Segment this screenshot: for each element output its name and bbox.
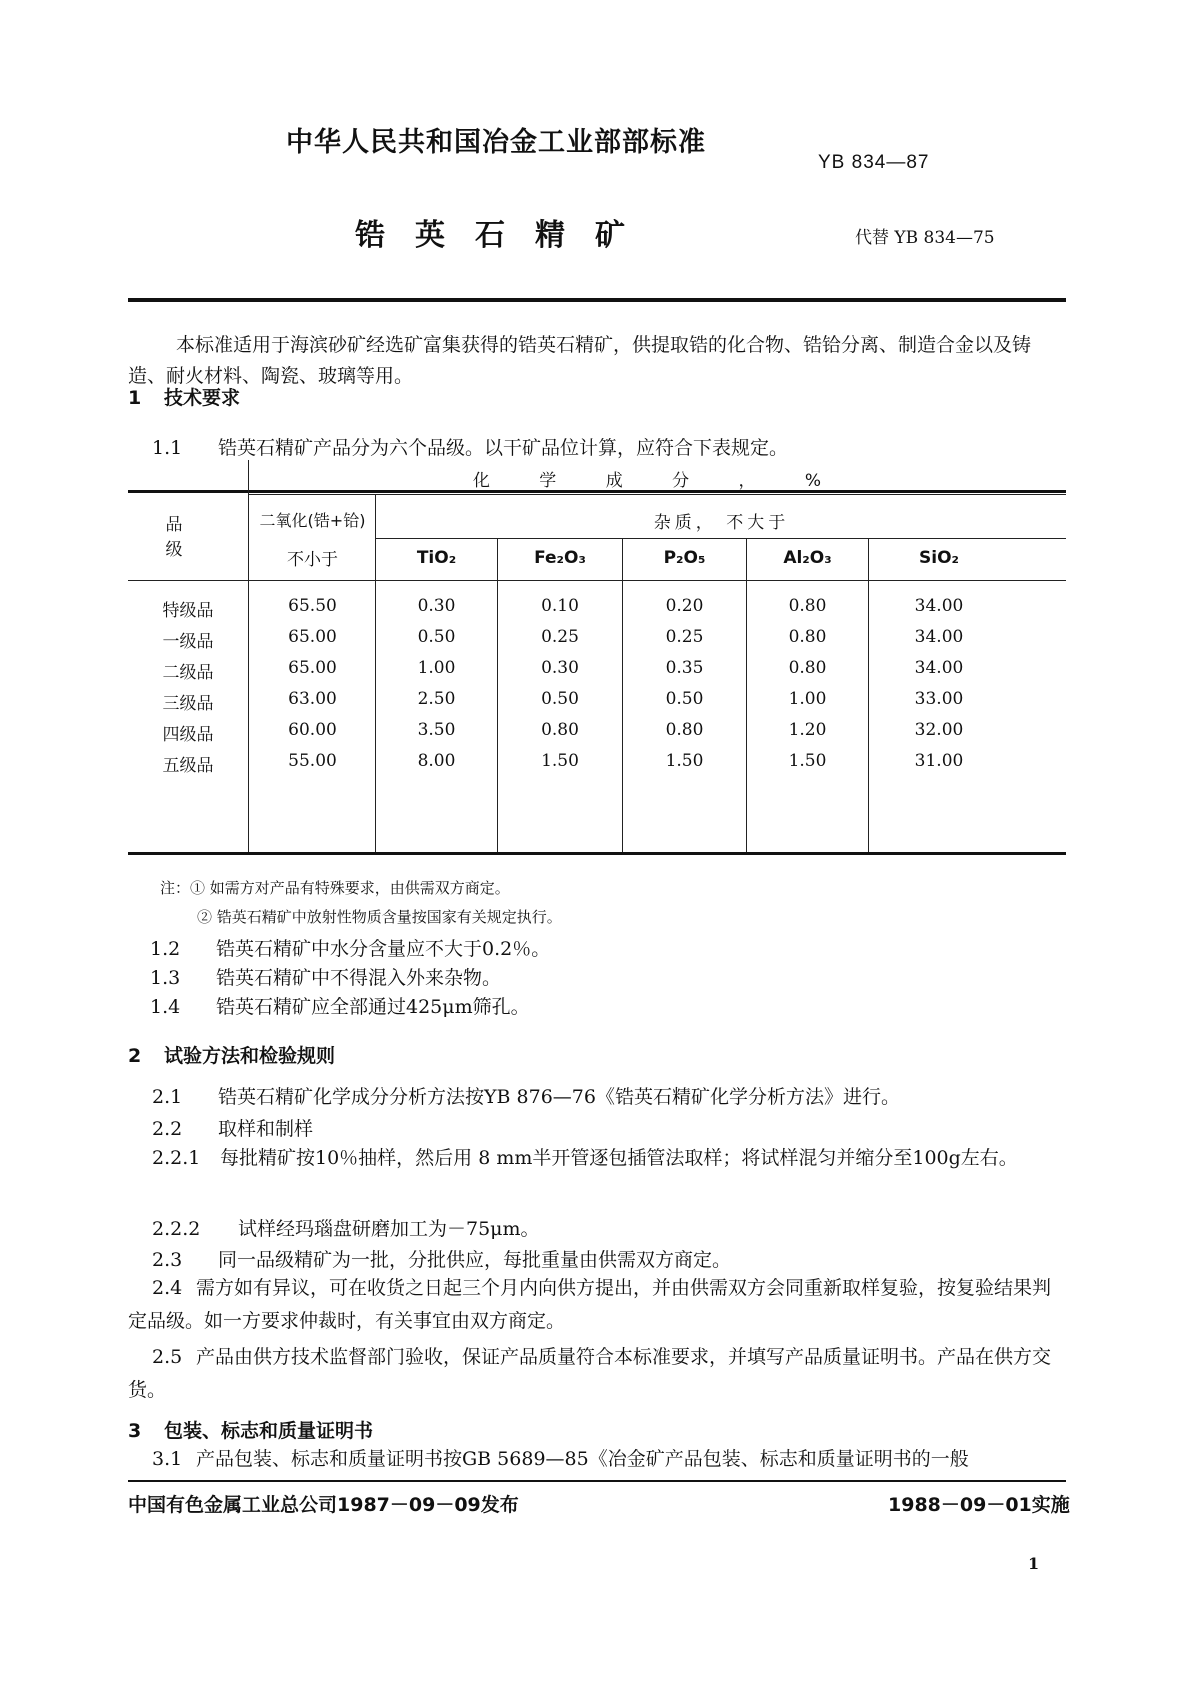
- al2o3-cell: 0.80: [788, 627, 827, 647]
- issue-date: 中国有色金属工业总公司1987－09－09发布: [128, 1494, 519, 1516]
- zr-cell: 63.00: [288, 689, 337, 709]
- zr-cell: 65.50: [288, 596, 337, 616]
- tio2-cell: 2.50: [417, 689, 456, 709]
- clause-text: 取样和制样: [218, 1118, 314, 1140]
- clause-text: 锆英石精矿中不得混入外来杂物。: [216, 967, 502, 989]
- table-bottom-rule: [128, 852, 1066, 855]
- tio2-cell: 8.00: [417, 751, 456, 771]
- clause-number: 1.3: [150, 967, 181, 989]
- sio2-cell: 34.00: [914, 658, 964, 678]
- intro-paragraph: 本标准适用于海滨砂矿经选矿富集获得的锆英石精矿，供提取锆的化合物、锆铪分离、制造合金以及铸造、耐火材料、陶瓷、玻璃等用。: [128, 334, 1032, 387]
- clause-2-2-1: [128, 1142, 1066, 1175]
- p2o5-cell: 0.20: [665, 596, 704, 616]
- clause-text: 产品由供方技术监督部门验收，保证产品质量符合本标准要求，并填写产品质量证明书。产品在供方交货。: [128, 1346, 1052, 1401]
- fe2o3-cell: 0.30: [541, 658, 579, 678]
- fe2o3-cell: 0.80: [541, 720, 579, 740]
- table-note-2: ② 锆英石精矿中放射性物质含量按国家有关规定执行。: [197, 908, 562, 926]
- al2o3-cell: 1.50: [788, 751, 827, 771]
- p2o5-cell: 0.50: [665, 689, 704, 709]
- grade-cell: 三级品: [162, 694, 214, 714]
- al2o3-cell: 0.80: [788, 658, 827, 678]
- zr-cell: 60.00: [288, 720, 337, 740]
- zr-cell: 55.00: [288, 751, 337, 771]
- clause-1-2: [150, 934, 550, 961]
- clause-number: 1.2: [150, 938, 181, 960]
- sio2-cell: 32.00: [914, 720, 964, 740]
- clause-number: 2.3: [152, 1249, 183, 1271]
- fe2o3-cell: 0.10: [541, 596, 579, 616]
- section-1-heading: [128, 383, 240, 410]
- fe2o3-cell: 1.50: [541, 751, 579, 771]
- sio2-cell: 34.00: [914, 627, 964, 647]
- section-3-heading: [128, 1416, 373, 1443]
- org-title: 中华人民共和国冶金工业部部标准: [286, 127, 706, 158]
- tio2-cell: 3.50: [417, 720, 456, 740]
- page-number: 1: [1028, 1554, 1040, 1573]
- clause-number: 2.5: [152, 1346, 183, 1368]
- p2o5-cell: 0.80: [665, 720, 704, 740]
- al2o3-cell: 0.80: [788, 596, 827, 616]
- clause-number: 3.1: [152, 1448, 183, 1470]
- fe2o3-cell: 0.25: [541, 627, 579, 647]
- tio2-cell: 0.50: [417, 627, 456, 647]
- col-header-p2o5: P₂O₅: [663, 548, 706, 568]
- clause-2-5: [128, 1341, 1066, 1407]
- sio2-cell: 34.00: [914, 596, 964, 616]
- clause-number: 2.4: [152, 1277, 183, 1299]
- clause-2-3: [152, 1245, 731, 1272]
- p2o5-cell: 1.50: [665, 751, 704, 771]
- effective-date: 1988－09－01实施: [888, 1494, 1070, 1516]
- fe2o3-cell: 0.50: [541, 689, 579, 709]
- al2o3-cell: 1.00: [788, 689, 827, 709]
- clause-text: 锆英石精矿应全部通过425μm筛孔。: [216, 996, 530, 1018]
- clause-1-4: [150, 992, 530, 1019]
- sio2-cell: 33.00: [914, 689, 964, 709]
- clause-number: 2.2.2: [152, 1218, 201, 1240]
- p2o5-cell: 0.25: [665, 627, 704, 647]
- section-2-heading: [128, 1041, 335, 1068]
- chem-composition-header: 化 学 成 分 ， %: [472, 471, 844, 491]
- zr-hf-header: 二氧化(锆+铪): [259, 511, 366, 530]
- clause-2-2-2: [152, 1214, 540, 1241]
- section-number: 3: [128, 1420, 142, 1442]
- clause-text: 需方如有异议，可在收货之日起三个月内向供方提出，并由供需双方会同重新取样复验，按复验结果判定品级。如一方要求仲裁时，有关事宜由双方商定。: [128, 1277, 1052, 1332]
- clause-2-2: [152, 1114, 313, 1141]
- clause-2-4: [128, 1272, 1066, 1338]
- clause-text: 锆英石精矿化学成分分析方法按YB 876—76《锆英石精矿化学分析方法》进行。: [218, 1086, 900, 1108]
- table-note-1: 注：① 如需方对产品有特殊要求，由供需双方商定。: [160, 879, 510, 897]
- grade-cell: 特级品: [162, 601, 214, 621]
- table-rule: [375, 538, 1066, 539]
- section-title: 试验方法和检验规则: [164, 1045, 336, 1067]
- clause-text: 同一品级精矿为一批，分批供应，每批重量由供需双方商定。: [218, 1249, 732, 1271]
- grade-cell: 五级品: [162, 756, 214, 776]
- col-header-sio2: SiO₂: [919, 548, 959, 568]
- clause-3-1: [152, 1444, 969, 1471]
- section-number: 1: [128, 387, 142, 409]
- clause-1-1: [152, 433, 788, 460]
- footer-divider: [128, 1480, 1066, 1482]
- zr-hf-min-label: 不小于: [287, 550, 338, 570]
- impurity-header: 杂质， 不大于: [653, 513, 790, 533]
- grade-header: 品 级: [165, 515, 211, 560]
- clause-text: 锆英石精矿产品分为六个品级。以干矿品位计算，应符合下表规定。: [218, 437, 789, 459]
- table-rule: [248, 460, 249, 852]
- clause-text: 每批精矿按10％抽样，然后用 8 mm半开管逐包插管法取样；将试样混匀并缩分至100g左右。: [220, 1147, 1018, 1169]
- header-divider: [128, 298, 1066, 302]
- clause-2-1: [152, 1082, 900, 1109]
- section-title: 技术要求: [164, 387, 241, 409]
- clause-text: 产品包装、标志和质量证明书按GB 5689—85《冶金矿产品包装、标志和质量证明书的一般: [196, 1448, 969, 1470]
- tio2-cell: 1.00: [417, 658, 456, 678]
- grade-cell: 四级品: [162, 725, 214, 745]
- table-rule: [248, 494, 1066, 495]
- clause-number: 2.2.1: [152, 1147, 201, 1169]
- col-header-al2o3: Al₂O₃: [783, 548, 832, 568]
- col-header-fe2o3: Fe₂O₃: [534, 548, 586, 568]
- clause-number: 2.2: [152, 1118, 183, 1140]
- zr-cell: 65.00: [288, 627, 337, 647]
- clause-number: 1.1: [152, 437, 183, 459]
- document-title: 锆英石精矿: [355, 218, 655, 253]
- clause-number: 2.1: [152, 1086, 183, 1108]
- clause-text: 试样经玛瑙盘研磨加工为－75μm。: [238, 1218, 540, 1240]
- p2o5-cell: 0.35: [665, 658, 704, 678]
- table-rule: [128, 580, 1066, 581]
- section-title: 包装、标志和质量证明书: [164, 1420, 374, 1442]
- zr-cell: 65.00: [288, 658, 337, 678]
- grade-cell: 一级品: [162, 632, 214, 652]
- section-number: 2: [128, 1045, 142, 1067]
- standard-code: YB 834—87: [818, 152, 930, 173]
- clause-number: 1.4: [150, 996, 181, 1018]
- sio2-cell: 31.00: [914, 751, 964, 771]
- tio2-cell: 0.30: [417, 596, 456, 616]
- al2o3-cell: 1.20: [788, 720, 827, 740]
- grade-cell: 二级品: [162, 663, 214, 683]
- clause-text: 锆英石精矿中水分含量应不大于0.2％。: [216, 938, 551, 960]
- clause-1-3: [150, 963, 501, 990]
- col-header-tio2: TiO₂: [416, 548, 457, 568]
- replaces-note: 代替 YB 834—75: [855, 228, 995, 248]
